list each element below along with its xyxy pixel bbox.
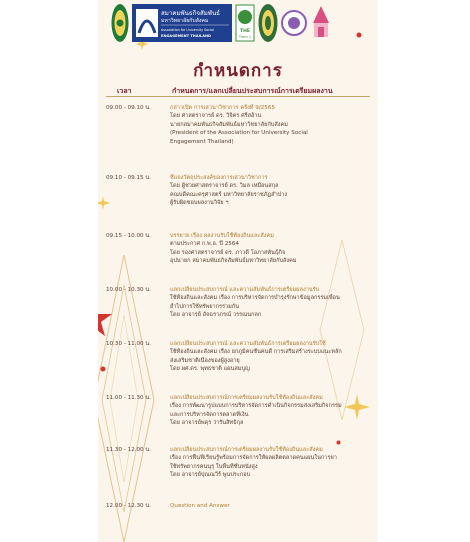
tha-logo-text: THE	[240, 29, 250, 34]
activity-column-header: กำหนดการ/แลกเปลี่ยนประสบการณ์การเตรียมผลงาน	[172, 87, 333, 95]
activity-line: ใช้ท้องถิ่นและสังคม เรื่อง การบริหารจัดการบำรุงรักษาข้อมูลกรรมเพื่อน	[170, 295, 340, 302]
activity-line: แลกเปลี่ยนประสบการณ์การเตรียมผลงานรับใช้ท้องถิ่นและสังคม	[170, 447, 323, 453]
logo-strip	[98, 3, 378, 47]
schedule-time: 09.15 - 10.00 น.	[106, 233, 151, 239]
activity-line: กล่าวเปิด การเสวนาวิชาการ ครั้งที่ 9/2565	[170, 105, 275, 111]
activity-line: แลกเปลี่ยนประสบการณ์ และความสัมพันธ์การเตรียมผลงานรับ	[170, 287, 320, 293]
purple-seal-logo	[281, 3, 307, 43]
schedule-activity	[170, 286, 372, 320]
schedule-activity	[170, 174, 372, 208]
activity-line: โดย อาจารย์ปุณณวีร์ พูนประกอบ	[170, 472, 251, 479]
activity-line: แลกเปลี่ยนประสบการณ์ และความสัมพันธ์การเตรียมผลงานรับใช้	[170, 341, 326, 347]
activity-line: (President of the Association for University Social	[170, 130, 308, 137]
activity-line: ย้ำไปการใช้ทรัพยากรร่วมกัน	[170, 303, 240, 310]
activity-line: คณบดีคณะครุศาสตร์ มหาวิทยาลัยราชภัฏสำปาง	[170, 191, 288, 198]
activity-line: เรื่อง การฟื้นฟีเรียนรู้พร้อมการจัดการให้ผลผลิตตลาดคนแผนในการยา	[170, 455, 337, 462]
tha-logo	[235, 3, 255, 43]
association-logo	[132, 3, 232, 43]
schedule-time: 10.00 - 10.30 น.	[106, 287, 151, 293]
activity-line: ใช้ทรัพยากรคนนุรุ ในพื้นที่ชั้นหนังสูง	[170, 463, 258, 470]
schedule-time: 11.00 - 11.30 น.	[106, 395, 151, 401]
schedule-activity	[170, 104, 372, 146]
association-thai-name: สมาคมพันธกิจสัมพันธ์	[161, 10, 220, 17]
activity-line: นายกสมาคมพันธกิจสัมพันธ์มหาวิทยาลัยกับสังคม	[170, 121, 288, 128]
activity-line: โดย ผศ.ดร. พุทธชาติ แผนสมบูญ	[170, 366, 250, 373]
crest-logo	[258, 3, 278, 43]
schedule-activity	[170, 232, 372, 266]
right-diamond-ornament	[312, 240, 372, 420]
pink-temple-logo	[310, 3, 332, 43]
activity-line: ส่งเสริมชาติเนื่องของผู้สูงอายุ	[170, 357, 240, 364]
activity-line: โดย ศาสตราจารย์ ดร. วิจิตร ศรีสอ้าน	[170, 113, 262, 120]
schedule-activity	[170, 394, 372, 428]
activity-line: Engagement Thailand)	[170, 138, 234, 145]
association-thai-subname: มหาวิทยาลัยกับสังคม	[161, 18, 209, 24]
activity-line: โดย ผู้ช่วยศาสตราจารย์ ดร. วิมล เหมือนสกุล	[170, 183, 279, 190]
schedule-activity	[170, 446, 372, 480]
activity-line: Question and Answer	[170, 503, 230, 509]
poster	[98, 0, 378, 542]
activity-line: แลกเปลี่ยนประสบการณ์การเตรียมผลงานรับใช้ท้องถิ่นและสังคม	[170, 395, 323, 401]
schedule-time: 09.00 - 09.10 น.	[106, 105, 151, 111]
schedule-time: 09.10 - 09.15 น.	[106, 175, 151, 181]
time-column-header: เวลา	[117, 87, 132, 95]
activity-line: ใช้ท้องถิ่นและสังคม เรื่อง ยกภูมิคนชั้นคนดี การเสริมสร้างระบบแนะหลัก	[170, 349, 342, 356]
header-divider	[106, 96, 370, 97]
university-seal-logo	[111, 3, 129, 43]
activity-line: อุปนายก สมาคมพันธกิจสัมพันธ์มหาวิทยาลัยกับสังคม	[170, 258, 297, 265]
red-dot-icon	[336, 440, 341, 445]
activity-line: ตามประกาศ ก.พ.อ. ปี 2564	[170, 241, 239, 248]
activity-line: เรื่อง การพัฒนารูปแบบการบริหารจัดการดำเนินกิจกรรมส่งเสริมกิจกรรม	[170, 403, 342, 410]
schedule-activity	[170, 502, 372, 510]
activity-line: ชี้แจงวัตถุประสงค์ของการเสวนาวิชาการ	[170, 175, 268, 181]
activity-line: โดย อาจารย์พดุร ว่ารันสิทธิกุล	[170, 420, 244, 427]
activity-line: โดย รองศาสตราจารย์ ดร. ภาวดี โอภาสพันธุ์ภิจ	[170, 249, 286, 256]
schedule-time: 10.30 - 11.00 น.	[106, 341, 151, 347]
schedule-activity	[170, 340, 372, 374]
activity-line: และการบริหารจัดการตลาดทีเงิน	[170, 411, 249, 418]
schedule-time: 12.00 - 12.30 น.	[106, 503, 151, 509]
association-english-subname: ENGAGEMENT THAILAND	[161, 34, 211, 38]
activity-line: บรรยาย เรื่อง ผลงานรับใช้ท้องถิ่นและสังคม	[170, 233, 274, 239]
red-star-icon	[98, 301, 114, 337]
association-english-name: Association for University Social	[161, 28, 214, 32]
red-dot-icon	[100, 366, 106, 372]
page-title: กำหนดการ	[193, 61, 283, 81]
gold-star-small-icon	[98, 196, 110, 210]
schedule-time: 11.30 - 12.00 น.	[106, 447, 151, 453]
activity-line: ผู้รับผิดชอบผลงานวิจัย ฯ	[170, 200, 229, 207]
tha-logo-subtext: Tmm 1	[238, 35, 252, 39]
activity-line: โดย อาจารย์ อัจฉราภรณ์ วรรณนกลก	[170, 312, 262, 319]
